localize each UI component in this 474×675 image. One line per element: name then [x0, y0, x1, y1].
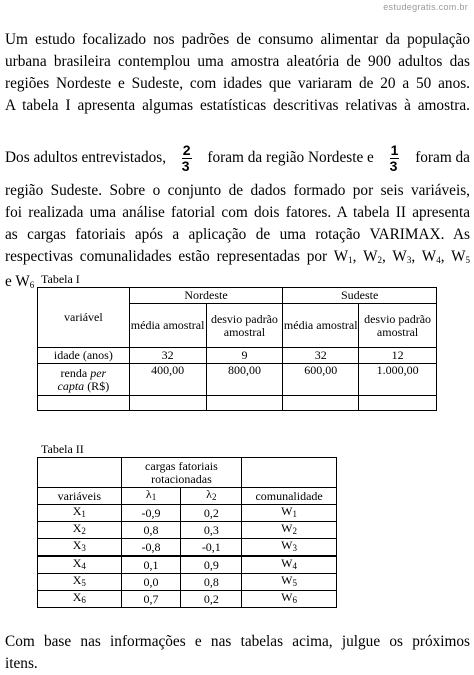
cell: $W_3$ — [242, 539, 337, 557]
cell: $W_2$ — [242, 522, 337, 539]
cell: $W_5$ — [242, 574, 337, 591]
cell: 0,1 — [121, 556, 181, 574]
cell: 32 — [129, 348, 206, 364]
cell: 0,0 — [121, 574, 181, 591]
cell: 9 — [206, 348, 283, 364]
var-cell: $X_5$ — [38, 574, 122, 591]
header-desvio: desvio padrão amostral — [359, 304, 437, 348]
cell: 800,00 — [206, 364, 283, 396]
cell: 12 — [359, 348, 437, 364]
table-row — [38, 522, 337, 539]
cell: $W_1$ — [242, 505, 337, 522]
table-row — [38, 556, 337, 574]
text-line: respectivas comunalidades estão representadas por $W_1$, $W_2$, $W_3$, $W_4$, $W_5$ — [5, 248, 471, 265]
cell: 0,8 — [121, 522, 181, 539]
header-variaveis: variáveis — [38, 488, 122, 505]
text-fragment: Dos adultos entrevistados, — [5, 149, 167, 166]
closing-paragraph — [5, 631, 470, 675]
table-row — [38, 591, 337, 608]
cell: $W_4$ — [242, 556, 337, 574]
header-variavel: variável — [38, 288, 130, 348]
text-line: regiões Nordeste e Sudeste, com idades que variaram de 20 a 50 anos. — [5, 75, 470, 92]
cell: -0,1 — [181, 539, 242, 557]
text-fragment: foram da — [415, 149, 470, 166]
header-media: média amostral — [283, 304, 359, 348]
header-comunalidade: comunalidade — [242, 488, 337, 505]
text-line: Um estudo focalizado nos padrões de consumo alimentar da população — [5, 31, 470, 48]
cell: 0,2 — [181, 505, 242, 522]
table-2 — [37, 457, 337, 608]
text-line: as cargas fatoriais após a aplicação de uma rotação VARIMAX. As — [5, 226, 470, 243]
cell: 0,3 — [181, 522, 242, 539]
fraction-one-third: $\frac{1}{3}$ — [389, 141, 399, 174]
header-nordeste: Nordeste — [129, 288, 283, 304]
var-cell: $X_2$ — [38, 522, 122, 539]
cell: 0,7 — [121, 591, 181, 608]
table-row — [38, 348, 437, 364]
var-cell: $X_4$ — [38, 556, 122, 574]
header-lambda1: $\lambda_1$ — [121, 488, 181, 505]
table-row — [38, 364, 437, 396]
header-desvio: desvio padrão amostral — [206, 304, 283, 348]
table1-caption: Tabela I — [41, 272, 80, 286]
text-line: e $W_6$ — [5, 273, 35, 290]
cell: 0,8 — [181, 574, 242, 591]
text-fragment: foram da região Nordeste e — [207, 149, 374, 166]
fraction-two-thirds: $\frac{2}{3}$ — [181, 141, 191, 174]
intro-paragraph — [5, 29, 470, 117]
cell: 32 — [283, 348, 359, 364]
cell: 600,00 — [283, 364, 359, 396]
var-cell: $X_1$ — [38, 505, 122, 522]
header-media: média amostral — [129, 304, 206, 348]
cell: -0,8 — [121, 539, 181, 557]
fraction-line — [5, 140, 470, 176]
text-line: A tabela I apresenta algumas estatísticas descritivas relativas à amostra. — [5, 97, 470, 114]
table-row — [38, 574, 337, 591]
text-line: urbana brasileira contemplou uma amostra aleatória de 900 adultos das — [5, 53, 470, 70]
cell: 1.000,00 — [359, 364, 437, 396]
table-row — [38, 539, 337, 557]
table-1 — [37, 287, 437, 411]
var-cell: $X_6$ — [38, 591, 122, 608]
header-sudeste: Sudeste — [283, 288, 437, 304]
row-label: idade (anos) — [38, 348, 130, 364]
cell: -0,9 — [121, 505, 181, 522]
table-row — [38, 505, 337, 522]
text-line: Com base nas informações e nas tabelas acima, julgue os próximos — [5, 633, 470, 650]
table2-caption: Tabela II — [41, 442, 84, 456]
text-line: região Sudeste. Sobre o conjunto de dados formado por seis variáveis, — [5, 182, 470, 199]
cell: 0,2 — [181, 591, 242, 608]
cell: $W_6$ — [242, 591, 337, 608]
site-watermark: estudegratis.com.br — [383, 2, 468, 12]
table-row-empty — [38, 396, 437, 411]
text-line: itens. — [5, 655, 38, 672]
text-line: foi realizada uma análise fatorial com dois fatores. A tabela II apresenta — [5, 204, 470, 221]
row-label: renda per capta (R$) — [38, 364, 130, 396]
cell: 0,9 — [181, 556, 242, 574]
header-cargas: cargas fatoriais rotacionadas — [121, 458, 242, 488]
var-cell: $X_3$ — [38, 539, 122, 557]
header-lambda2: $\lambda_2$ — [181, 488, 242, 505]
cell: 400,00 — [129, 364, 206, 396]
